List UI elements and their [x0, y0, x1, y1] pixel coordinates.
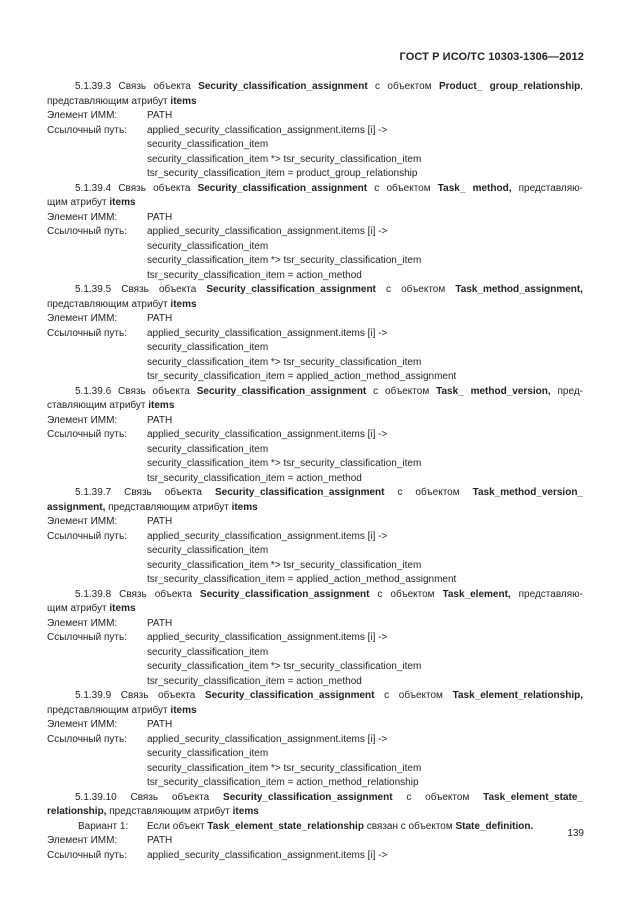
reference-path-line: security_classification_item — [147, 342, 269, 353]
imm-element-row: Элемент ИММ: PATH — [47, 414, 173, 426]
imm-element-row: Элемент ИММ: PATH — [47, 516, 173, 527]
section-heading-5-1-39-5: 5.1.39.5 Связь объекта Security_classification_assignment с объектом Task_method_assignment, — [75, 284, 583, 295]
section-heading-continuation: relationship, представляющим атрибут items — [47, 806, 259, 817]
reference-path-line: security_classification_item *> tsr_security_classification_item — [147, 559, 422, 571]
section-heading-5-1-39-7: 5.1.39.7 Связь объекта Security_classification_assignment с объектом Task_method_version_ — [75, 487, 583, 498]
reference-path-row: Ссылочный путь: applied_security_classification_assignment.items [i] -> — [47, 733, 388, 745]
reference-path-line: tsr_security_classification_item = applied_action_method_assignment — [147, 574, 457, 585]
reference-path-line: security_classification_item — [147, 748, 269, 759]
reference-path-line: security_classification_item *> tsr_security_classification_item — [147, 661, 422, 672]
section-heading-5-1-39-9: 5.1.39.9 Связь объекта Security_classification_assignment с объектом Task_element_relationship, — [75, 690, 583, 701]
reference-path-row: Ссылочный путь: applied_security_classification_assignment.items [i] -> — [47, 849, 388, 861]
reference-path-row: Ссылочный путь: applied_security_classification_assignment.items [i] -> — [47, 632, 388, 643]
reference-path-line: security_classification_item *> tsr_security_classification_item — [147, 356, 422, 368]
imm-element-row: Элемент ИММ: PATH — [47, 313, 173, 324]
imm-element-row: Элемент ИММ: PATH — [47, 110, 173, 121]
reference-path-row: Ссылочный путь: applied_security_classification_assignment.items [i] -> — [47, 429, 388, 440]
imm-element-row: Элемент ИММ: PATH — [47, 617, 173, 629]
page-number: 139 — [567, 828, 584, 839]
reference-path-line: security_classification_item — [147, 240, 269, 252]
section-heading-continuation: представляющим атрибут items — [47, 298, 197, 310]
variant-row: Вариант 1: Если объект Task_element_state_relationship связан с объектом State_definition. — [78, 820, 534, 832]
reference-path-line: security_classification_item — [147, 139, 269, 150]
section-heading-continuation: представляющим атрибут items — [47, 95, 197, 107]
reference-path-line: security_classification_item — [147, 443, 269, 455]
reference-path-line: security_classification_item *> tsr_security_classification_item — [147, 153, 422, 165]
reference-path-row: Ссылочный путь: applied_security_classification_assignment.items [i] -> — [47, 530, 388, 542]
section-heading-5-1-39-8: 5.1.39.8 Связь объекта Security_classification_assignment с объектом Task_element, представляю- — [75, 588, 583, 600]
reference-path-row: Ссылочный путь: applied_security_classification_assignment.items [i] -> — [47, 226, 388, 237]
reference-path-line: security_classification_item *> tsr_security_classification_item — [147, 458, 422, 469]
reference-path-line: security_classification_item — [147, 646, 269, 658]
document-header: ГОСТ Р ИСО/ТС 10303-1306—2012 — [399, 51, 584, 63]
reference-path-line: tsr_security_classification_item = product_group_relationship — [147, 168, 418, 179]
section-heading-5-1-39-10: 5.1.39.10 Связь объекта Security_classification_assignment с объектом Task_element_state_ — [75, 791, 583, 803]
section-heading-continuation: assignment, представляющим атрибут items — [47, 501, 258, 513]
reference-path-line: security_classification_item — [147, 545, 269, 556]
reference-path-line: tsr_security_classification_item = action_method — [147, 675, 362, 687]
reference-path-line: tsr_security_classification_item = action_method — [147, 472, 362, 484]
imm-element-row: Элемент ИММ: PATH — [47, 835, 173, 846]
reference-path-line: security_classification_item *> tsr_security_classification_item — [147, 762, 422, 774]
section-heading-continuation: представляющим атрибут items — [47, 704, 197, 716]
section-heading-continuation: щим атрибут items — [47, 603, 136, 614]
reference-path-line: tsr_security_classification_item = applied_action_method_assignment — [147, 371, 457, 382]
section-heading-5-1-39-4: 5.1.39.4 Связь объекта Security_classification_assignment с объектом Task_ method, представляю- — [75, 182, 583, 194]
reference-path-row: Ссылочный путь: applied_security_classification_assignment.items [i] -> — [47, 327, 388, 339]
reference-path-line: tsr_security_classification_item = action_method — [147, 269, 362, 281]
reference-path-line: tsr_security_classification_item = action_method_relationship — [147, 777, 419, 788]
section-heading-continuation: щим атрибут items — [47, 197, 136, 208]
section-heading-5-1-39-6: 5.1.39.6 Связь объекта Security_classification_assignment с объектом Task_ method_version, пред- — [75, 385, 583, 397]
reference-path-line: security_classification_item *> tsr_security_classification_item — [147, 255, 422, 266]
section-heading-continuation: ставляющим атрибут items — [47, 400, 175, 411]
document-body — [47, 80, 583, 863]
imm-element-row: Элемент ИММ: PATH — [47, 719, 173, 730]
reference-path-row: Ссылочный путь: applied_security_classification_assignment.items [i] -> — [47, 124, 388, 136]
imm-element-row: Элемент ИММ: PATH — [47, 211, 173, 223]
section-heading-5-1-39-3: 5.1.39.3 Связь объекта Security_classification_assignment с объектом Product_ group_relationship, — [75, 81, 583, 92]
